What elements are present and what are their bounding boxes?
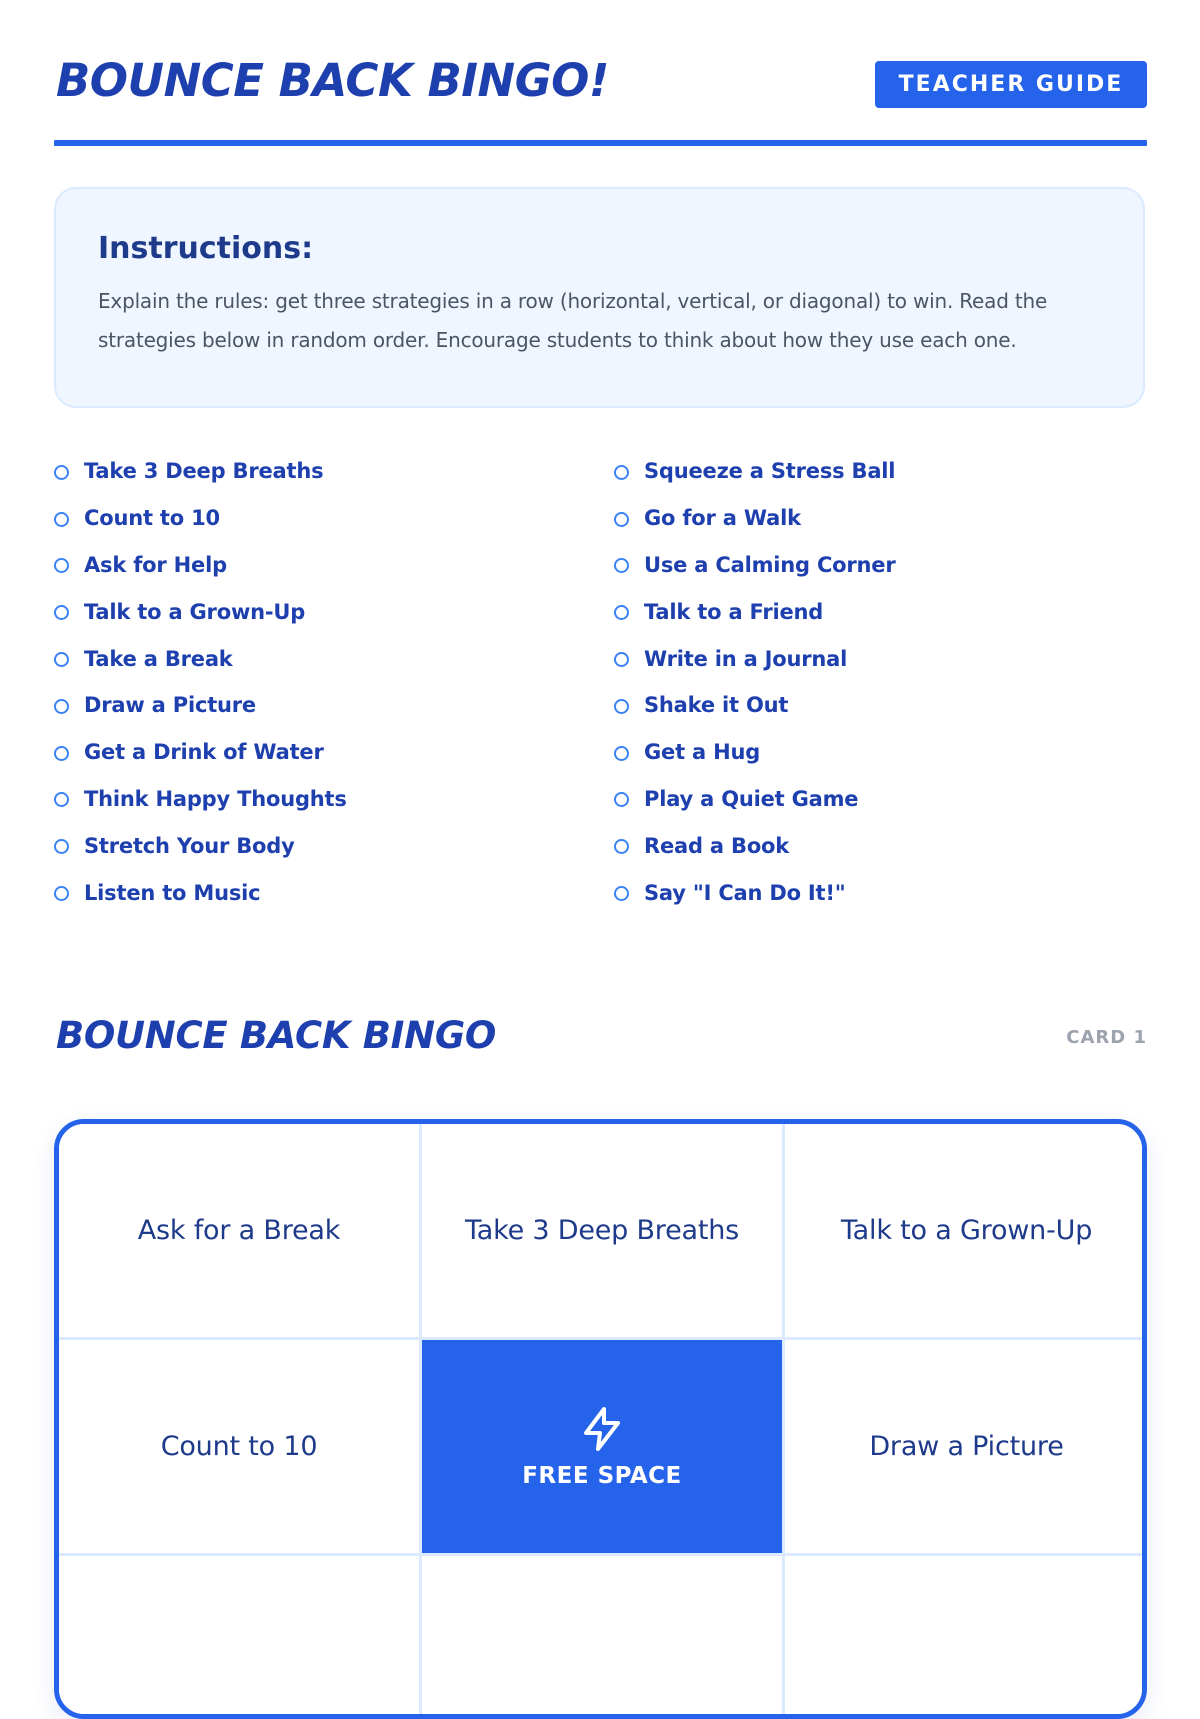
- bingo-cell-text: Talk to a Grown-Up: [840, 1215, 1093, 1246]
- strategy-label: Use a Calming Corner: [644, 552, 896, 577]
- checkbox-circle-icon[interactable]: [614, 886, 629, 901]
- bingo-cell[interactable]: [785, 1124, 1147, 1337]
- strategy-item[interactable]: [54, 542, 614, 589]
- strategy-label: Take 3 Deep Breaths: [84, 459, 324, 484]
- checkbox-circle-icon[interactable]: [614, 699, 629, 714]
- checkbox-circle-icon[interactable]: [54, 839, 69, 854]
- strategy-item[interactable]: [614, 448, 1147, 495]
- header: [54, 52, 1147, 112]
- checkbox-circle-icon[interactable]: [614, 512, 629, 527]
- bingo-cell[interactable]: [422, 1556, 782, 1719]
- strategy-label: Listen to Music: [84, 880, 261, 905]
- bingo-card-title: BOUNCE BACK BINGO: [56, 1014, 497, 1057]
- instructions-heading: Instructions:: [98, 231, 314, 266]
- strategy-item[interactable]: [614, 776, 1147, 823]
- strategy-label: Shake it Out: [644, 693, 789, 718]
- checkbox-circle-icon[interactable]: [54, 792, 69, 807]
- strategy-item[interactable]: [54, 776, 614, 823]
- strategy-item[interactable]: [614, 588, 1147, 635]
- strategy-checklist: [54, 448, 1147, 916]
- instructions-text: Explain the rules: get three strategies in a row (horizontal, vertical, or diagonal) to win. Read the strategies below in random order. Encourage students to think about how they use each one.: [98, 289, 1048, 352]
- strategy-item[interactable]: [614, 682, 1147, 729]
- teacher-guide-badge: TEACHER GUIDE: [875, 61, 1147, 108]
- strategy-item[interactable]: [54, 588, 614, 635]
- bingo-card: [54, 1119, 1147, 1719]
- bingo-cell[interactable]: [785, 1556, 1147, 1719]
- strategy-item[interactable]: [614, 635, 1147, 682]
- checkbox-circle-icon[interactable]: [54, 746, 69, 761]
- strategy-label: Say "I Can Do It!": [644, 880, 846, 905]
- strategy-item[interactable]: [54, 448, 614, 495]
- strategy-item[interactable]: [54, 822, 614, 869]
- checkbox-circle-icon[interactable]: [614, 792, 629, 807]
- checkbox-circle-icon[interactable]: [54, 605, 69, 620]
- instructions-panel: [54, 187, 1145, 408]
- strategy-label: Squeeze a Stress Ball: [644, 459, 896, 484]
- checkbox-circle-icon[interactable]: [614, 839, 629, 854]
- bingo-cell-text: Ask for a Break: [137, 1215, 341, 1246]
- strategy-item[interactable]: [54, 869, 614, 916]
- bingo-cell[interactable]: [422, 1124, 782, 1337]
- strategy-label: Play a Quiet Game: [644, 786, 859, 811]
- bingo-cell[interactable]: [59, 1340, 419, 1553]
- checkbox-circle-icon[interactable]: [54, 652, 69, 667]
- strategy-label: Get a Hug: [644, 740, 761, 765]
- strategy-label: Think Happy Thoughts: [84, 786, 347, 811]
- strategy-item[interactable]: [54, 495, 614, 542]
- strategy-item[interactable]: [614, 822, 1147, 869]
- strategy-label: Write in a Journal: [644, 646, 848, 671]
- strategy-item[interactable]: [614, 729, 1147, 776]
- strategy-item[interactable]: [614, 869, 1147, 916]
- free-space-label: FREE SPACE: [522, 1462, 682, 1489]
- strategy-label: Draw a Picture: [84, 693, 256, 718]
- checkbox-circle-icon[interactable]: [54, 558, 69, 573]
- checkbox-circle-icon[interactable]: [54, 886, 69, 901]
- strategy-item[interactable]: [54, 682, 614, 729]
- free-space-cell[interactable]: [422, 1340, 782, 1553]
- bingo-cell[interactable]: [59, 1556, 419, 1719]
- checkbox-circle-icon[interactable]: [614, 605, 629, 620]
- checkbox-circle-icon[interactable]: [614, 465, 629, 480]
- lightning-bolt-icon: [578, 1405, 626, 1453]
- strategy-label: Get a Drink of Water: [84, 740, 324, 765]
- checkbox-circle-icon[interactable]: [54, 512, 69, 527]
- checkbox-circle-icon[interactable]: [614, 652, 629, 667]
- bingo-grid: [59, 1124, 1142, 1719]
- checkbox-circle-icon[interactable]: [614, 746, 629, 761]
- checkbox-circle-icon[interactable]: [54, 699, 69, 714]
- strategy-label: Stretch Your Body: [84, 833, 295, 858]
- strategy-label: Count to 10: [84, 506, 220, 531]
- strategy-label: Talk to a Grown-Up: [84, 599, 306, 624]
- header-divider: [54, 140, 1147, 146]
- bingo-cell-text: Count to 10: [160, 1431, 318, 1462]
- strategy-item[interactable]: [54, 635, 614, 682]
- checkbox-circle-icon[interactable]: [54, 465, 69, 480]
- page-title: BOUNCE BACK BINGO!: [56, 54, 609, 107]
- bingo-cell[interactable]: [59, 1124, 419, 1337]
- strategy-item[interactable]: [614, 495, 1147, 542]
- bingo-cell-text: Draw a Picture: [869, 1431, 1064, 1462]
- bingo-cell-text: Take 3 Deep Breaths: [464, 1215, 740, 1246]
- strategy-item[interactable]: [54, 729, 614, 776]
- card-number-label: CARD 1: [1066, 1027, 1147, 1048]
- strategy-label: Read a Book: [644, 833, 790, 858]
- strategy-label: Go for a Walk: [644, 506, 801, 531]
- strategy-label: Ask for Help: [84, 552, 227, 577]
- bingo-cell[interactable]: [785, 1340, 1147, 1553]
- strategy-item[interactable]: [614, 542, 1147, 589]
- checkbox-circle-icon[interactable]: [614, 558, 629, 573]
- strategy-label: Talk to a Friend: [644, 599, 824, 624]
- strategy-label: Take a Break: [84, 646, 233, 671]
